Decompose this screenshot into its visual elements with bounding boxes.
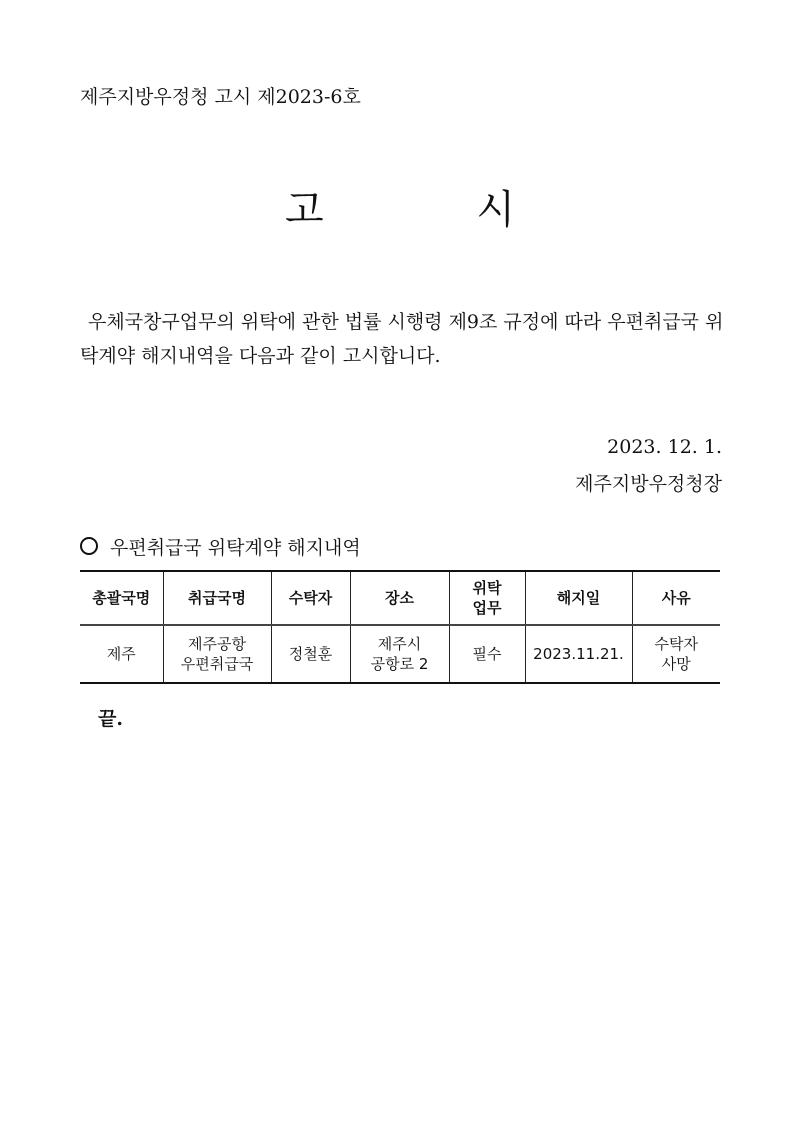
header-cell: 해지일 (525, 571, 632, 625)
header-cell: 총괄국명 (92, 589, 151, 607)
notice-body: 우체국창구업무의 위탁에 관한 법률 시행령 제9조 규정에 따라 우편취급국 위탁계약 해지내역을 다음과 같이 고시합니다. (80, 311, 724, 367)
end-mark: 끝. (98, 708, 123, 730)
table-cell: 정철훈 (271, 625, 350, 683)
issuer: 제주지방우정청장 (575, 473, 722, 495)
header-cell: 수탁자 (271, 571, 350, 625)
section-title: 우편취급국 위탁계약 해지내역 (110, 537, 361, 559)
table-cell: 제주공항 우편취급국 (163, 625, 271, 683)
table-header-row (80, 571, 720, 625)
table-cell: 2023.11.21. (525, 625, 632, 683)
section-heading (80, 533, 361, 560)
termination-table (80, 570, 720, 684)
table-cell: 필수 (449, 625, 525, 683)
table-cell: 수탁자 사망 (632, 625, 720, 683)
circle-bullet-icon (80, 537, 98, 555)
table-cell: 제주 (106, 645, 136, 663)
table-cell: 제주시 공항로 2 (350, 625, 449, 683)
header-cell: 장소 (350, 571, 449, 625)
document-title: 고 시 (285, 187, 585, 233)
header-cell: 사유 (632, 571, 720, 625)
table-row (80, 625, 720, 683)
header-cell: 취급국명 (163, 571, 271, 625)
notice-date: 2023. 12. 1. (607, 436, 722, 458)
header-cell: 위탁 업무 (449, 571, 525, 625)
notice-number: 제주지방우정청 고시 제2023-6호 (80, 86, 361, 108)
